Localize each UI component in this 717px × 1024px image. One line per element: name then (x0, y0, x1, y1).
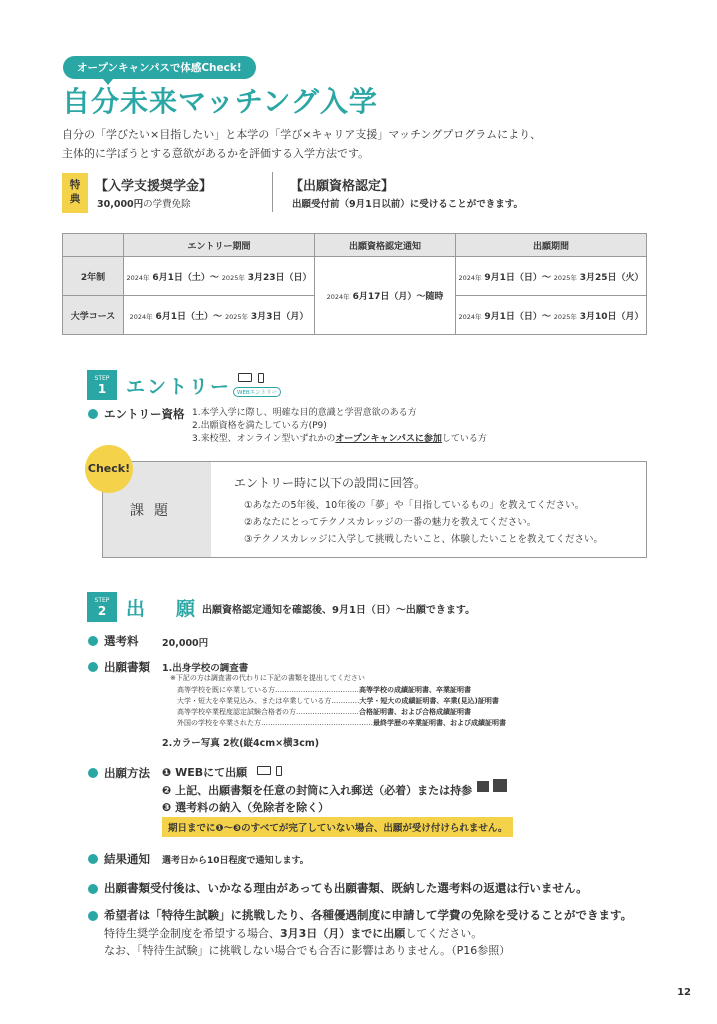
method-1: ❶ WEBにて出願 (162, 766, 248, 779)
phone-icon (258, 373, 264, 383)
mail-icon (477, 781, 489, 792)
feature-divider (272, 172, 273, 212)
entry-requirement-label: エントリー資格 (104, 407, 185, 421)
page-title: 自分未来マッチング入学 (62, 85, 378, 118)
building-icon (493, 779, 507, 792)
entry-end: 3月3日（月） (250, 311, 309, 322)
intro-line-1: 自分の「学びたい×目指したい」と本学の「学び×キャリア支援」マッチングプログラムにより、 (62, 128, 542, 141)
bullet-dot (88, 884, 98, 894)
step-number: 1 (97, 382, 107, 396)
doc-required: 高等学校の成績証明書、卒業証明書 (359, 686, 471, 694)
assignment-lead: エントリー時に以下の設問に回答。 (234, 476, 427, 490)
bullet-dot (88, 911, 98, 921)
entry-requirements (192, 407, 487, 446)
header-notice: 出願資格認定通知 (315, 234, 456, 257)
entry-end: 3月23日（日） (247, 272, 312, 283)
bullet-dot (88, 636, 98, 646)
refund-note: 出願書類受付後は、いかなる理由があっても出願書類、既納した選考料の返還は行いません。 (104, 881, 588, 895)
step2-title: 出 願 (126, 598, 202, 620)
list-item (177, 718, 506, 729)
doc-who: 外国の学校を卒業された方………………………………………… (177, 719, 373, 727)
doc-who: 大学・短大を卒業見込み、または卒業している方………… (177, 697, 360, 705)
bullet-dot (88, 409, 98, 419)
result-value: 選考日から10日程度で通知します。 (162, 856, 309, 866)
apply-end: 3月25日（火） (579, 272, 644, 283)
row-label: 大学コース (63, 296, 124, 335)
table-row (63, 257, 647, 296)
documents-item-1: 1.出身学校の調査書 (162, 663, 249, 674)
phone-icon (276, 766, 282, 776)
documents-list (177, 685, 506, 729)
documents-item-2: 2.カラー写真 2枚(縦4cm×横3cm) (162, 738, 320, 749)
scholarship-title: 【入学支援奨学金】 (95, 179, 213, 194)
schedule-table (62, 233, 647, 335)
row-label: 2年制 (63, 257, 124, 296)
apply-start: 9月1日（日）～ (484, 311, 551, 322)
notice-cell (315, 257, 456, 335)
check-badge: Check! (85, 445, 133, 493)
year-prefix: 2025年 (553, 273, 577, 282)
method-warning: 期日までに❶～❸のすべてが完了していない場合、出願が受け付けられません。 (162, 817, 513, 837)
fee-label: 選考料 (104, 634, 139, 648)
deadline-date: 3月3日（月）までに出願 (280, 927, 406, 940)
year-prefix: 2025年 (224, 312, 248, 321)
header-entry: エントリー期間 (124, 234, 315, 257)
list-item (177, 696, 506, 707)
year-prefix: 2024年 (326, 293, 350, 301)
documents-label: 出願書類 (104, 660, 150, 674)
year-prefix: 2024年 (126, 273, 150, 282)
doc-required: 大学・短大の成績証明書、卒業(見込)証明書 (359, 697, 499, 705)
question-3: ③テクノスカレッジに入学して挑戦したいこと、体験したいことを教えてください。 (244, 534, 603, 545)
year-prefix: 2024年 (458, 312, 482, 321)
badge-char-2: 典 (69, 193, 81, 205)
notice-date: 6月17日（月）～随時 (352, 292, 444, 302)
scholarship-deadline (104, 925, 482, 941)
documents-note: ※下記の方は調査書の代わりに下記の書類を提出してください (170, 674, 365, 682)
year-prefix: 2024年 (458, 273, 482, 282)
scholarship-note: 希望者は「特待生試験」に挑戦したり、各種優遇制度に申請して学費の免除を受けることができます。 (104, 908, 633, 922)
header-apply: 出願期間 (456, 234, 647, 257)
scholarship-footnote: なお、「特待生試験」に挑戦しない場合でも合否に影響はありません。（P16参照） (104, 944, 511, 957)
apply-period (456, 257, 647, 296)
scholarship-amount: 30,000円 (97, 199, 144, 210)
step-label: STEP (94, 597, 110, 604)
laptop-icon (257, 766, 271, 775)
table-corner (63, 234, 124, 257)
entry-period (124, 257, 315, 296)
entry-start: 6月1日（土）～ (155, 311, 223, 322)
bullet-dot (88, 768, 98, 778)
apply-start: 9月1日（日）～ (484, 272, 551, 283)
doc-required: 合格証明書、および合格成績証明書 (359, 708, 471, 716)
req3-post: している方 (441, 434, 487, 444)
year-prefix: 2024年 (129, 312, 153, 321)
step-number: 2 (97, 604, 107, 618)
entry-period (124, 296, 315, 335)
open-campus-link: オープンキャンパスに参加 (335, 434, 442, 444)
method-2: ❷ 上記、出願書類を任意の封筒に入れ郵送（必着）または持参 (162, 784, 473, 797)
deadline-post: してください。 (405, 927, 483, 940)
doc-who: 高等学校卒業程度認定試験合格者の方……………………… (177, 708, 359, 716)
list-item (177, 707, 506, 718)
qualification-title: 【出願資格認定】 (290, 179, 395, 194)
year-prefix: 2025年 (553, 312, 577, 321)
bullet-dot (88, 662, 98, 672)
result-label: 結果通知 (104, 852, 150, 866)
badge-char-1: 特 (69, 179, 81, 191)
requirement-2: 2.出願資格を満たしている方(P9) (192, 421, 327, 431)
question-1: ①あなたの5年後、10年後の「夢」や「目指しているもの」を教えてください。 (244, 500, 585, 511)
bullet-dot (88, 854, 98, 864)
tokuten-badge (62, 173, 88, 213)
step2-badge (87, 592, 117, 622)
apply-end: 3月10日（月） (579, 311, 644, 322)
page-number: 12 (677, 987, 691, 998)
question-2: ②あなたにとってテクノスカレッジの一番の魅力を教えてください。 (244, 517, 537, 528)
req3-pre: 3.来校型、オンライン型いずれかの (192, 434, 336, 444)
step1-badge (87, 370, 117, 400)
apply-period (456, 296, 647, 335)
scholarship-desc (97, 196, 191, 210)
scholarship-desc-text: の学費免除 (143, 199, 191, 210)
table-header-row (63, 234, 647, 257)
laptop-icon (238, 373, 252, 382)
fee-value: 20,000円 (162, 638, 209, 649)
assignment-label: 課題 (130, 503, 178, 519)
requirement-3 (192, 433, 487, 446)
open-campus-pill: オープンキャンパスで体感Check! (63, 56, 256, 79)
deadline-pre: 特待生奨学金制度を希望する場合、 (104, 927, 280, 940)
list-item (177, 685, 506, 696)
entry-start: 6月1日（土）～ (152, 272, 219, 283)
doc-required: 最終学歴の卒業証明書、および成績証明書 (373, 719, 506, 727)
year-prefix: 2025年 (221, 273, 245, 282)
qualification-desc: 出願受付前（9月1日以前）に受けることができます。 (292, 199, 523, 210)
intro-line-2: 主体的に学ぼうとする意欲があるかを評価する入学方法です。 (62, 147, 370, 160)
requirement-1: 1.本学入学に際し、明確な目的意識と学習意欲のある方 (192, 408, 417, 418)
step-label: STEP (94, 375, 110, 382)
step1-title: エントリー (126, 376, 232, 398)
doc-who: 高等学校を既に卒業している方……………………………… (177, 686, 359, 694)
method-3: ❸ 選考料の納入（免除者を除く） (162, 801, 330, 814)
step2-subtitle: 出願資格認定通知を確認後、9月1日（日）～出願できます。 (202, 605, 476, 616)
web-entry-tag: WEBエントリー (233, 387, 281, 397)
intro-text (62, 125, 541, 163)
method-label: 出願方法 (104, 766, 150, 780)
